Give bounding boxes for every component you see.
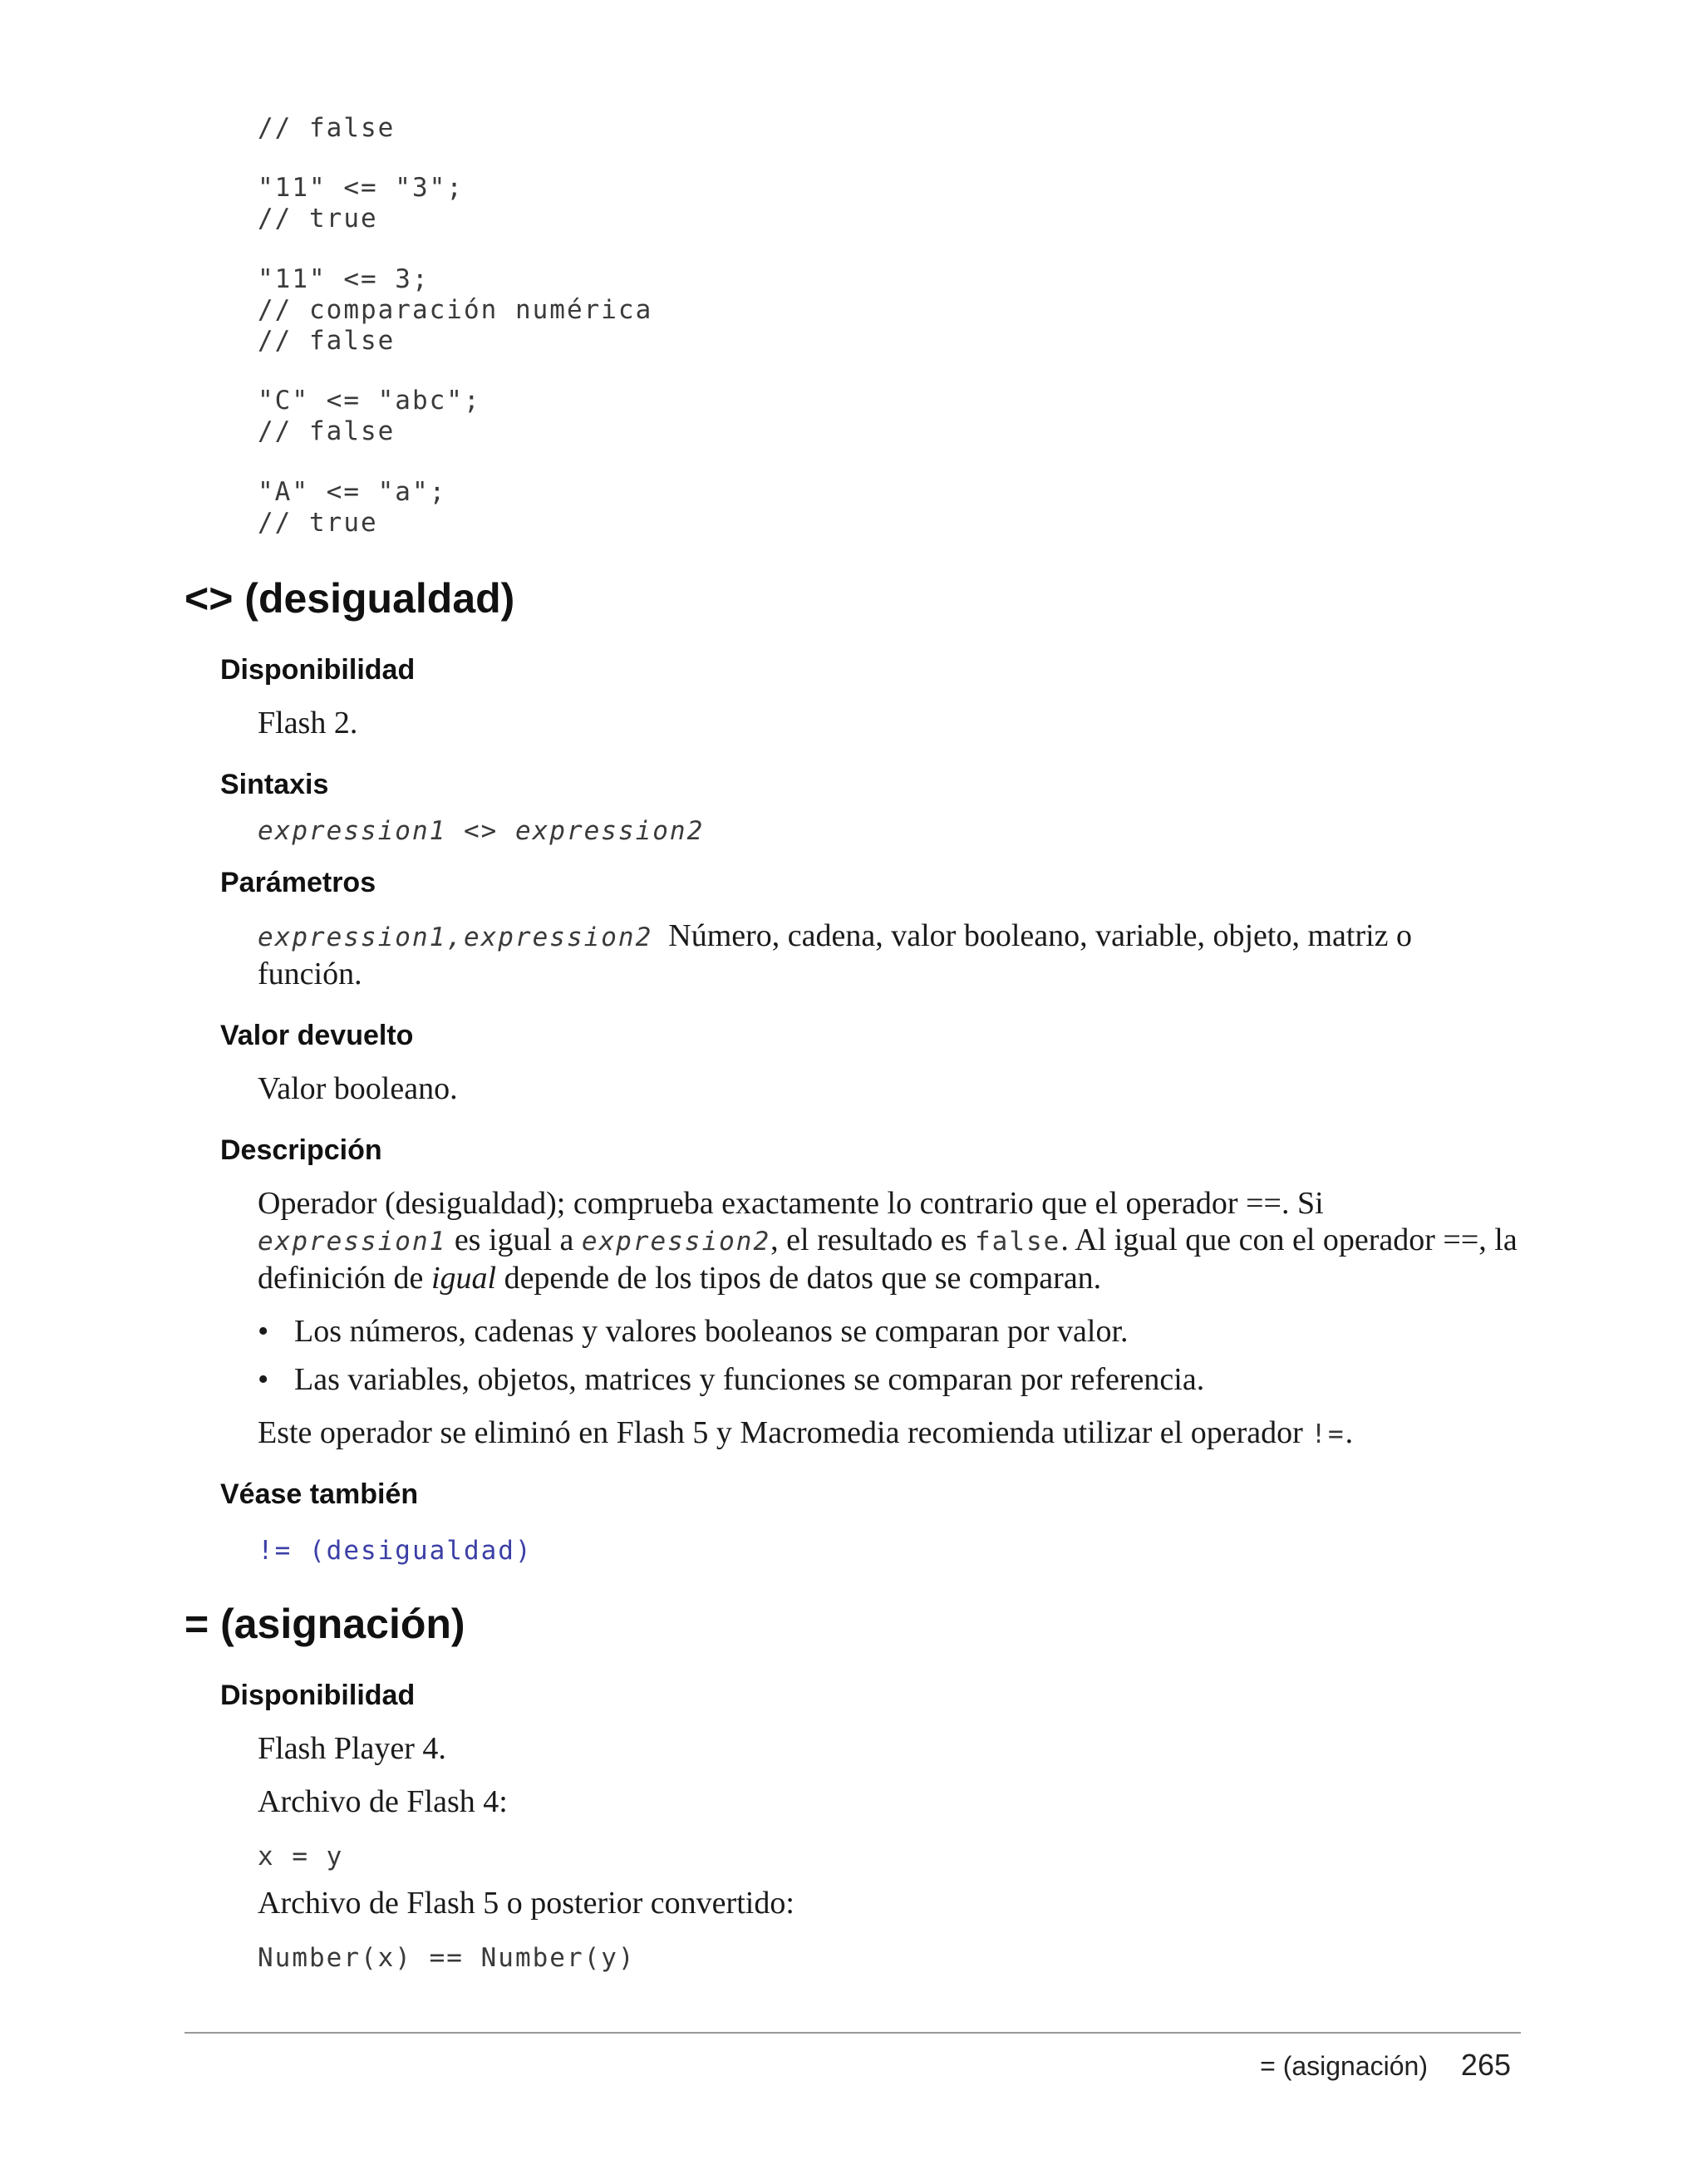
description-fragment: depende de los tipos de datos que se comparan. [496,1261,1102,1296]
inline-code: != [1311,1419,1345,1449]
deprecated-end: . [1345,1415,1354,1450]
code-line: "C" <= "abc"; [258,386,481,416]
params-description-cont: función. [258,957,362,991]
code-line: // true [258,204,378,234]
bullet-icon: • [258,1362,269,1397]
params-description: Número, cadena, valor booleano, variable, objeto, matriz o [668,918,1413,953]
code-line: // false [258,326,396,356]
file4-code-line [258,1837,1521,1875]
code-example-5 [258,477,446,539]
params-text [258,917,1521,992]
return-text: Valor booleano. [258,1071,458,1106]
section-title-desigualdad: <> (desigualdad) [184,575,515,622]
availability-text: Flash Player 4. [258,1731,446,1766]
syntax-line [258,811,1521,849]
deprecated-text: Este operador se eliminó en Flash 5 y Macromedia recomienda utilizar el operador [258,1415,1311,1450]
code-line: // false [258,113,396,143]
code-example-3 [258,264,652,357]
params-heading: Parámetros [220,867,376,898]
file4-text: Archivo de Flash 4: [258,1784,508,1819]
inline-code: false [975,1227,1061,1257]
file4-code: x = y [258,1842,344,1872]
code-example-1 [258,113,395,144]
code-line: "A" <= "a"; [258,477,447,507]
see-also-link[interactable]: != (desigualdad) [258,1536,533,1566]
deprecated-note [258,1414,1521,1453]
footer-divider [184,2032,1521,2034]
code-line: // true [258,508,378,538]
availability-text: Flash 2. [258,706,358,740]
inline-code: expression2 [581,1227,771,1257]
file5-code: Number(x) == Number(y) [258,1943,636,1973]
see-also-line [258,1531,1521,1569]
code-line: "11" <= 3; [258,264,430,294]
list-item-text: Los números, cadenas y valores booleanos se comparan por valor. [294,1314,1129,1349]
syntax-heading: Sintaxis [220,769,329,800]
params-code: expression1,expression2 [258,922,653,952]
return-heading: Valor devuelto [220,1020,414,1051]
code-line: "11" <= "3"; [258,173,464,203]
code-example-2 [258,173,464,234]
emphasis-text: igual [430,1261,497,1296]
list-item-text: Las variables, objetos, matrices y funciones se comparan por referencia. [294,1362,1205,1397]
description-fragment: . Al igual que con el operador ==, la [1060,1222,1518,1257]
see-also-heading: Véase también [220,1478,419,1510]
section-title-asignacion: = (asignación) [184,1601,465,1647]
code-line: // comparación numérica [258,295,653,325]
footer-section-label: = (asignación) [1260,2051,1428,2081]
syntax-code: expression1 <> expression2 [258,816,705,846]
code-line: // false [258,416,396,446]
availability-heading: Disponibilidad [220,654,416,686]
page-number: 265 [1460,2048,1511,2082]
inline-code: expression1 [258,1227,447,1257]
description-text [258,1185,1554,1296]
description-heading: Descripción [220,1134,382,1166]
bullet-icon: • [258,1314,269,1349]
description-fragment: es igual a [446,1222,582,1257]
description-fragment: , el resultado es [770,1222,976,1257]
file5-text: Archivo de Flash 5 o posterior convertido: [258,1886,794,1921]
availability-heading: Disponibilidad [220,1680,416,1711]
code-example-4 [258,386,481,447]
file5-code-line [258,1938,1521,1976]
description-line: Operador (desigualdad); comprueba exactamente lo contrario que el operador ==. Si [258,1186,1324,1221]
description-fragment: definición de [258,1261,431,1296]
